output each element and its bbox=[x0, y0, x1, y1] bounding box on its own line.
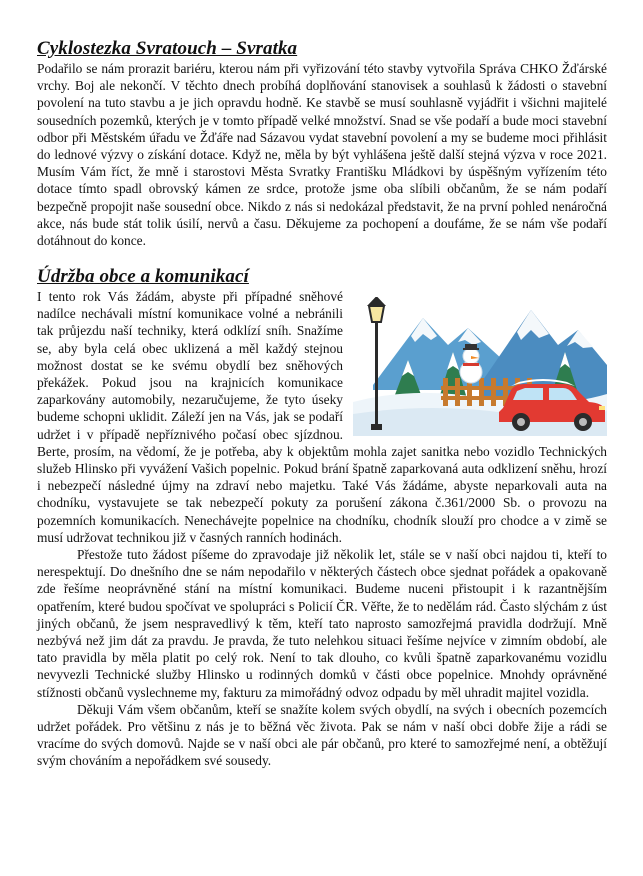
section-paragraph: Podařilo se nám prorazit bariéru, kterou nám při vyřizování této stavby vytvořila Správa CHKO Žďárské vrchy. Boj ale nekončí. V těchto dnech probíhá doplňování stanovisek a souhlasů k žádosti o stavební povolení na tuto stavbu a je jich opravdu hodně. Ke stavbě se musí souhlasně vyjádřit i všichni majitelé sousedních pozemků, kterých je v tomto případě velké množství. Snad se vše podaří a bude moci stavební odbor při Městském úřadu ve Žďáře nad Sázavou vydat stavební povolení a my se budeme moci přihlásit do lednové výzvy o získání dotace. Když ne, měla by být vyhlášena ještě další stejná výzva v roce 2021. Musím Vám říct, že mně i starostovi Města Svratky Františku Mládkovi by úspěšným vyřízením této dotace tímto spadl obrovský kámen ze srdce, protože jsme oba slíbili občanům, že se nám podaří bezpečně propojit naše sousední obce. Nikdo z nás si nedokázal představit, že na první pohled nenáročná akce, nás bude stát tolik úsilí, nervů a času. Děkujeme za pochopení a doufáme, že se nám vše podaří dotáhnout do konce. bbox=[37, 61, 607, 249]
newsletter-page bbox=[37, 38, 607, 770]
section-maintenance bbox=[37, 266, 607, 770]
section-paragraph: Přestože tuto žádost píšeme do zpravodaje již několik let, stále se v naší obci najdou ti, kteří to nerespektují. Do dnešního dne se nám nepodařilo v některých částech obce sjednat pořádek a opakovaně zde řešíme neoprávněné stání na místní komunikaci. Budeme nuceni přistoupit i k razantnějším opatřením, které budou spočívat ve spolupráci s Policií ČR. Věřte, že to nedělám rád. Často slýchám z úst jiných občanů, že jsem nespravedlivý k těm, kteří tato naprosto samozřejmá pravidla dodržují. Mně nezbývá než jim dát za pravdu. Je pravda, že tuto nelehkou situaci řešíme nejvíce v zimním období, ale tato pravidla by měla platit po celý rok. Není to tak dlouho, co kvůli špatně zaparkovanému vozidlu nevyvezli Technické služby Hlinsko u rodinných domků v části obce popelnice. Mnohdy oprávněné stížnosti občanů vyslechneme my, fakturu za mimořádný odvoz odpadu by měl uhradit majitel vozidla. bbox=[37, 547, 607, 700]
section-title: Cyklostezka Svratouch – Svratka bbox=[37, 38, 298, 59]
winter-illustration bbox=[353, 290, 607, 436]
section-title: Údržba obce a komunikací bbox=[37, 266, 249, 287]
section-paragraph: Děkuji Vám všem občanům, kteří se snažíte kolem svých obydlí, na svých i obecních pozemcích udržet pořádek. Pro většinu z nás je to běžná věc života. Pak se nám v naší obci dobře žije a rádi se vracíme do svých domovů. Najde se v naší obci ale pár občanů, pro které to samozřejmé není, a obtěžují svým chováním a nepořádkem své sousedy. bbox=[37, 701, 607, 769]
section-paragraph: I tento rok Vás žádám, abyste při případné sněhové nadílce nechávali místní komunikace volné a nebránili tak průjezdu naší techniky, která odklízí sníh. Snažíme se, aby byla celá obec uklizená a měl každý stejnou možnost dostat se ke svému obydlí bez sněhových překážek. Pokud jsou na krajnicích komunikace zaparkovány automobily, nezaručujeme, že tyto úseky budeme schopni uklidit. Záleží jen na Vás, jak se podaří udržet i v případě nepříznivého počasí obec sjízdnou. Berte, prosím, na vědomí, že je potřeba, aby k objektům mohla zajet sanitka nebo vozidlo Technických služeb Hlinsko při vyvážení Vašich popelnic. Pokud brání špatně zaparkovaná auta odklizení sněhu, hrozí i nebezpečí následné újmy na zdraví nebo majetku. Také Vás žádáme, abyste neparkovali auta na chodníku, vystavujete se tak nebezpečí pokuty za porušení zákona č.361/2000 Sb. o provozu na pozemních komunikacích. Nenechávejte popelnice na chodníku, chodník slouží pro chodce a v zimě se musí udržovat technikou již v časných ranních hodinách. bbox=[37, 289, 607, 545]
section-cycle-path bbox=[37, 38, 607, 256]
